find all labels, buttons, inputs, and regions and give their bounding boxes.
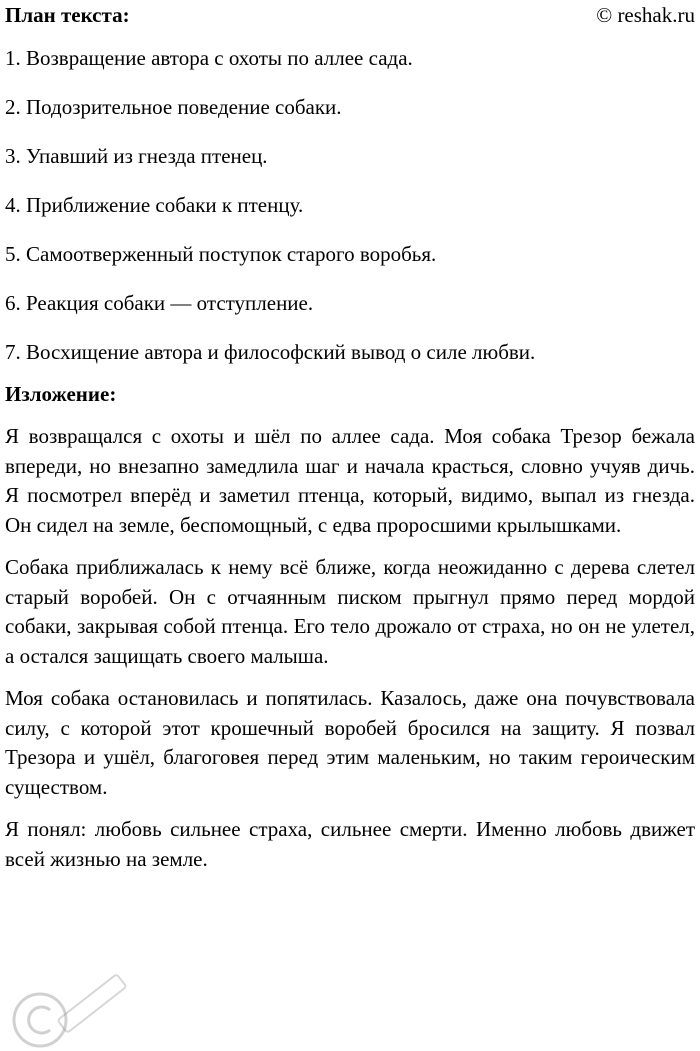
plan-item: 4. Приближение собаки к птенцу.: [5, 193, 304, 217]
plan-item: 1. Возвращение автора с охоты по аллее сада.: [5, 46, 413, 70]
plan-list: [5, 46, 695, 364]
essay-heading: Изложение:: [5, 382, 117, 406]
copyright-notice: © reshak.ru: [596, 3, 695, 27]
essay-paragraph: Собака приближалась к нему всё ближе, когда неожиданно с дерева слетел старый воробей. Он с отчаянным писком прыгнул прямо перед мордой собаки, закрывая собой птенца. Его тело дрожало от страха, но он не улетел, а остался защищать своего малыша.: [5, 555, 695, 668]
plan-heading: План текста:: [5, 3, 130, 27]
page-header: [5, 0, 695, 30]
plan-item: 2. Подозрительное поведение собаки.: [5, 95, 342, 119]
essay-text: [5, 422, 695, 874]
plan-item: 6. Реакция собаки — отступление.: [5, 291, 314, 315]
plan-item: 5. Самоотверженный поступок старого воробья.: [5, 242, 437, 266]
plan-item: 7. Восхищение автора и философский вывод о силе любви.: [5, 340, 536, 364]
essay-paragraph: Я возвращался с охоты и шёл по аллее сада. Моя собака Трезор бежала впереди, но внезапно замедлила шаг и начала красться, словно учуяв дичь. Я посмотрел вперёд и заметил птенца, который, видимо, выпал из гнезда. Он сидел на земле, беспомощный, с едва проросшими крылышками.: [5, 424, 695, 537]
essay-paragraph: Моя собака остановилась и попятилась. Казалось, даже она почувствовала силу, с которой этот крошечный воробей бросился на защиту. Я позвал Трезора и ушёл, благоговея перед этим маленьким, но таким героическим существом.: [5, 686, 695, 799]
watermark-logo: [10, 970, 140, 1050]
plan-item: 3. Упавший из гнезда птенец.: [5, 144, 268, 168]
essay-paragraph: Я понял: любовь сильнее страха, сильнее смерти. Именно любовь движет всей жизнью на земле.: [5, 817, 695, 871]
